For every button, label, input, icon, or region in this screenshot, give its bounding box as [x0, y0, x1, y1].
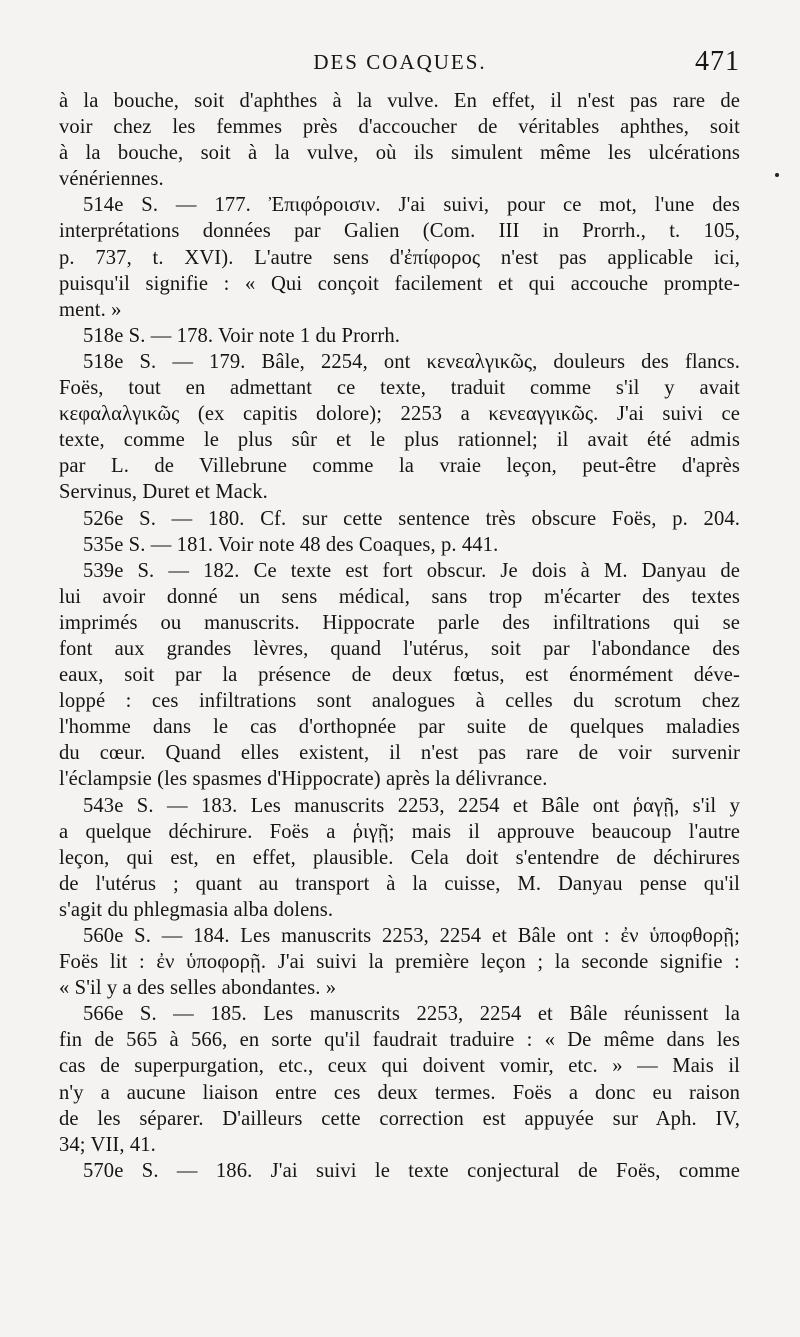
text-line: « S'il y a des selles abondantes. » [59, 977, 337, 1000]
text-line: p. 737, t. XVI). L'autre sens d'ἐπίφορος n'est pas applicable ici, [59, 246, 740, 269]
text-line: de les séparer. D'ailleurs cette correction est appuyée sur Aph. IV, [59, 1107, 740, 1130]
running-head [0, 46, 800, 82]
note-185-line: 566e S. — 185. Les manuscrits 2253, 2254 et Bâle réunissent la [83, 1003, 740, 1026]
text-line: lui avoir donné un sens médical, sans trop m'écarter des textes [59, 585, 740, 608]
note-186-line: 570e S. — 186. J'ai suivi le texte conjectural de Foës, comme [83, 1159, 740, 1182]
text-line: vénériennes. [59, 168, 164, 191]
text-line: l'éclampsie (les spasmes d'Hippocrate) après la délivrance. [59, 768, 548, 791]
text-line: l'homme dans le cas d'orthopnée par suite de quelques maladies [59, 716, 740, 739]
text-line: 34; VII, 41. [59, 1133, 156, 1156]
text-line: a quelque déchirure. Foës a ῥιγῇ; mais il approuve beaucoup l'autre [59, 820, 740, 843]
text-line: à la bouche, soit d'aphthes à la vulve. En effet, il n'est pas rare de [59, 90, 740, 112]
text-line: par L. de Villebrune comme la vraie leçon, peut-être d'après [59, 455, 740, 478]
running-title: DES COAQUES. [313, 50, 487, 74]
text-line: interprétations données par Galien (Com. III in Prorrh., t. 105, [59, 220, 740, 243]
text-line: fin de 565 à 566, en sorte qu'il faudrait traduire : « De même dans les [59, 1029, 740, 1052]
note-182-line: 539e S. — 182. Ce texte est fort obscur. Je dois à M. Danyau de [83, 559, 740, 582]
text-line: imprimés ou manuscrits. Hippocrate parle des infiltrations qui se [59, 611, 740, 634]
text-line: à la bouche, soit à la vulve, où ils simulent même les ulcérations [59, 142, 740, 165]
text-line: loppé : ces infiltrations sont analogues à celles du scrotum chez [59, 690, 740, 713]
text-line: κεφαλαλγικῶς (ex capitis dolore); 2253 a κενεαγγικῶς. J'ai suivi ce [59, 403, 740, 426]
text-line: du cœur. Quand elles existent, il n'est pas rare de voir survenir [59, 742, 740, 765]
note-181-line: 535e S. — 181. Voir note 48 des Coaques, p. 441. [83, 533, 499, 556]
note-179-line: 518e S. — 179. Bâle, 2254, ont κενεαλγικῶς, douleurs des flancs. [83, 350, 740, 373]
ink-speck [775, 173, 779, 177]
text-line: Foës, tout en admettant ce texte, traduit comme s'il y avait [59, 377, 740, 400]
note-177-line: 514e S. — 177. Ἐπιφόροισιν. J'ai suivi, pour ce mot, l'une des [83, 194, 740, 217]
text-line: s'agit du phlegmasia alba dolens. [59, 898, 334, 921]
text-line: n'y a aucune liaison entre ces deux termes. Foës a donc eu raison [59, 1081, 740, 1104]
text-line: ment. » [59, 298, 122, 321]
text-line: voir chez les femmes près d'accoucher de véritables aphthes, soit [59, 116, 740, 139]
note-178-line: 518e S. — 178. Voir note 1 du Prorrh. [83, 324, 400, 347]
note-180-line: 526e S. — 180. Cf. sur cette sentence très obscure Foës, p. 204. [83, 507, 740, 530]
note-183-line: 543e S. — 183. Les manuscrits 2253, 2254 et Bâle ont ῥαγῇ, s'il y [83, 794, 740, 817]
text-line: Foës lit : ἐν ὑποφορῇ. J'ai suivi la première leçon ; la seconde signifie : [59, 951, 740, 974]
text-line: leçon, qui est, en effet, plausible. Cela doit s'entendre de déchirures [59, 846, 740, 869]
text-line: de l'utérus ; quant au transport à la cuisse, M. Danyau pense qu'il [59, 872, 740, 895]
notes-body [59, 88, 740, 1184]
text-line: font aux grandes lèvres, quand l'utérus, soit par l'abondance des [59, 637, 740, 660]
text-line: puisqu'il signifie : « Qui conçoit facilement et qui accouche prompte- [59, 272, 740, 295]
text-line: cas de superpurgation, etc., ceux qui doivent vomir, etc. » — Mais il [59, 1055, 740, 1078]
text-line: Servinus, Duret et Mack. [59, 481, 268, 504]
note-184-line: 560e S. — 184. Les manuscrits 2253, 2254 et Bâle ont : ἐν ὑποφθορῇ; [83, 925, 740, 947]
text-line: eaux, soit par la présence de deux fœtus, est énormément déve- [59, 664, 740, 687]
text-line: texte, comme le plus sûr et le plus rationnel; il avait été admis [59, 429, 740, 452]
page-number: 471 [695, 46, 740, 77]
